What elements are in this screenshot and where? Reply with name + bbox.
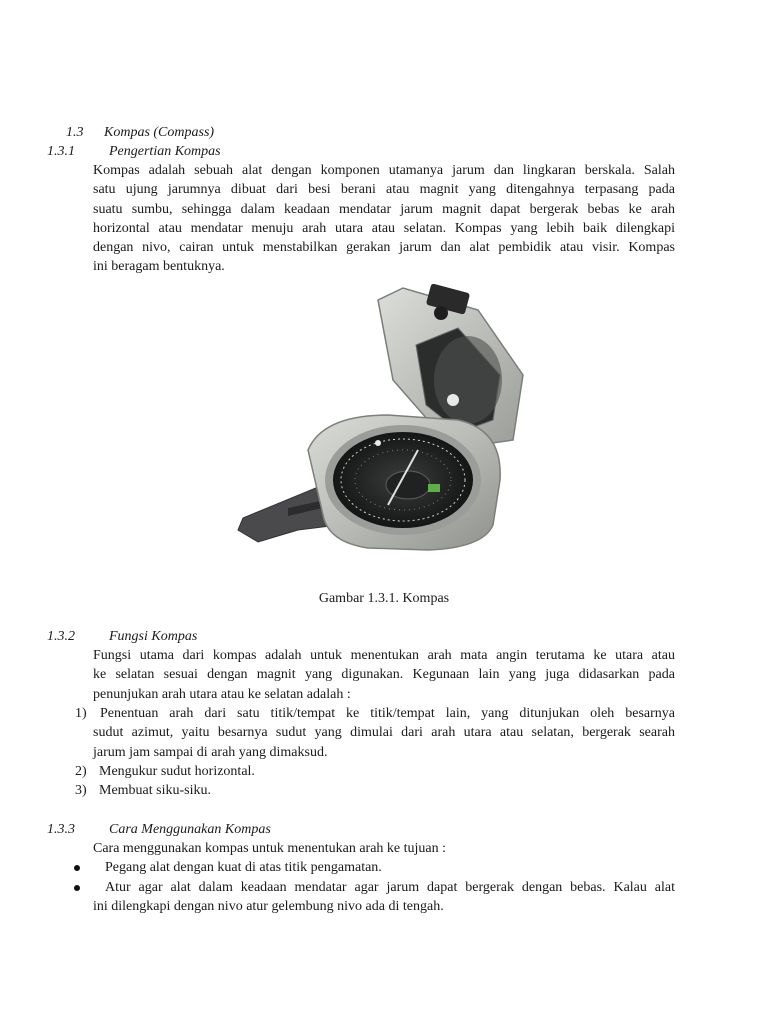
paragraph-line: satu ujung jarumnya dibuat dari besi berani atau magnit yang ditengahnya terpasang pada <box>93 182 675 198</box>
figure-caption: Gambar 1.3.1. Kompas <box>318 591 450 606</box>
paragraph-line: Kompas adalah sebuah alat dengan komponen utamanya jarum dan lingkaran berskala. Salah <box>93 163 675 178</box>
bullet-icon <box>74 865 80 871</box>
list-item-line: jarum jam sampai di arah yang dimaksud. <box>93 744 328 760</box>
paragraph-line: horizontal atau mendatar menuju arah utara atau selatan. Kompas yang lebih baik dilengkapi <box>93 220 675 236</box>
bullet-item <box>93 878 675 917</box>
list-item: Mengukur sudut horizontal. <box>99 764 255 779</box>
compass-image <box>228 280 528 560</box>
section-number: 1.3 <box>66 125 84 140</box>
list-item-line: Penentuan arah dari satu titik/tempat ke titik/tempat lain, yang ditunjukan oleh besarnya <box>100 706 675 721</box>
bullet-item-line: Atur agar alat dalam keadaan mendatar agar jarum dapat bergerak dengan bebas. Kalau alat <box>105 880 675 895</box>
list-marker: 2) <box>75 764 87 779</box>
section-title: Kompas (Compass) <box>104 125 215 140</box>
subsection-number: 1.3.1 <box>47 144 75 159</box>
subsection-title: Fungsi Kompas <box>109 629 198 644</box>
definition-paragraph <box>93 161 675 277</box>
list-marker: 1) <box>75 706 87 721</box>
paragraph-line: penunjukan arah utara atau ke selatan adalah : <box>93 686 351 702</box>
paragraph-line: ke selatan sesuai dengan magnit yang digunakan. Kegunaan lain yang juga didasarkan pada <box>93 667 675 683</box>
paragraph-line: ini beragam bentuknya. <box>93 259 225 275</box>
subsection-title: Pengertian Kompas <box>109 144 221 159</box>
bullet-icon <box>74 885 80 891</box>
usage-intro: Cara menggunakan kompas untuk menentukan arah ke tujuan : <box>93 841 447 856</box>
subsection-title: Cara Menggunakan Kompas <box>109 822 271 837</box>
bullet-item-line: ini dilengkapi dengan nivo atur gelembung nivo ada di tengah. <box>93 899 444 915</box>
paragraph-line: Fungsi utama dari kompas adalah untuk menentukan arah mata angin terutama ke utara atau <box>93 648 675 663</box>
list-item: Membuat siku-siku. <box>99 783 211 798</box>
paragraph-line: dengan nivo, cairan untuk menstabilkan gerakan jarum dan alat pembidik atau visir. Kompas <box>93 240 675 256</box>
list-item <box>93 704 675 762</box>
subsection-number: 1.3.2 <box>47 629 75 644</box>
list-item-line: sudut azimut, yaitu besarnya sudut yang dimulai dari arah utara atau selatan, bergerak searah <box>93 725 675 741</box>
paragraph-line: suatu sumbu, sehingga dalam keadaan mendatar jarum magnit dapat bergerak bebas ke arah <box>93 201 675 217</box>
bullet-item: Pegang alat dengan kuat di atas titik pengamatan. <box>105 860 382 875</box>
function-paragraph <box>93 646 675 704</box>
subsection-number: 1.3.3 <box>47 822 75 837</box>
list-marker: 3) <box>75 783 87 798</box>
